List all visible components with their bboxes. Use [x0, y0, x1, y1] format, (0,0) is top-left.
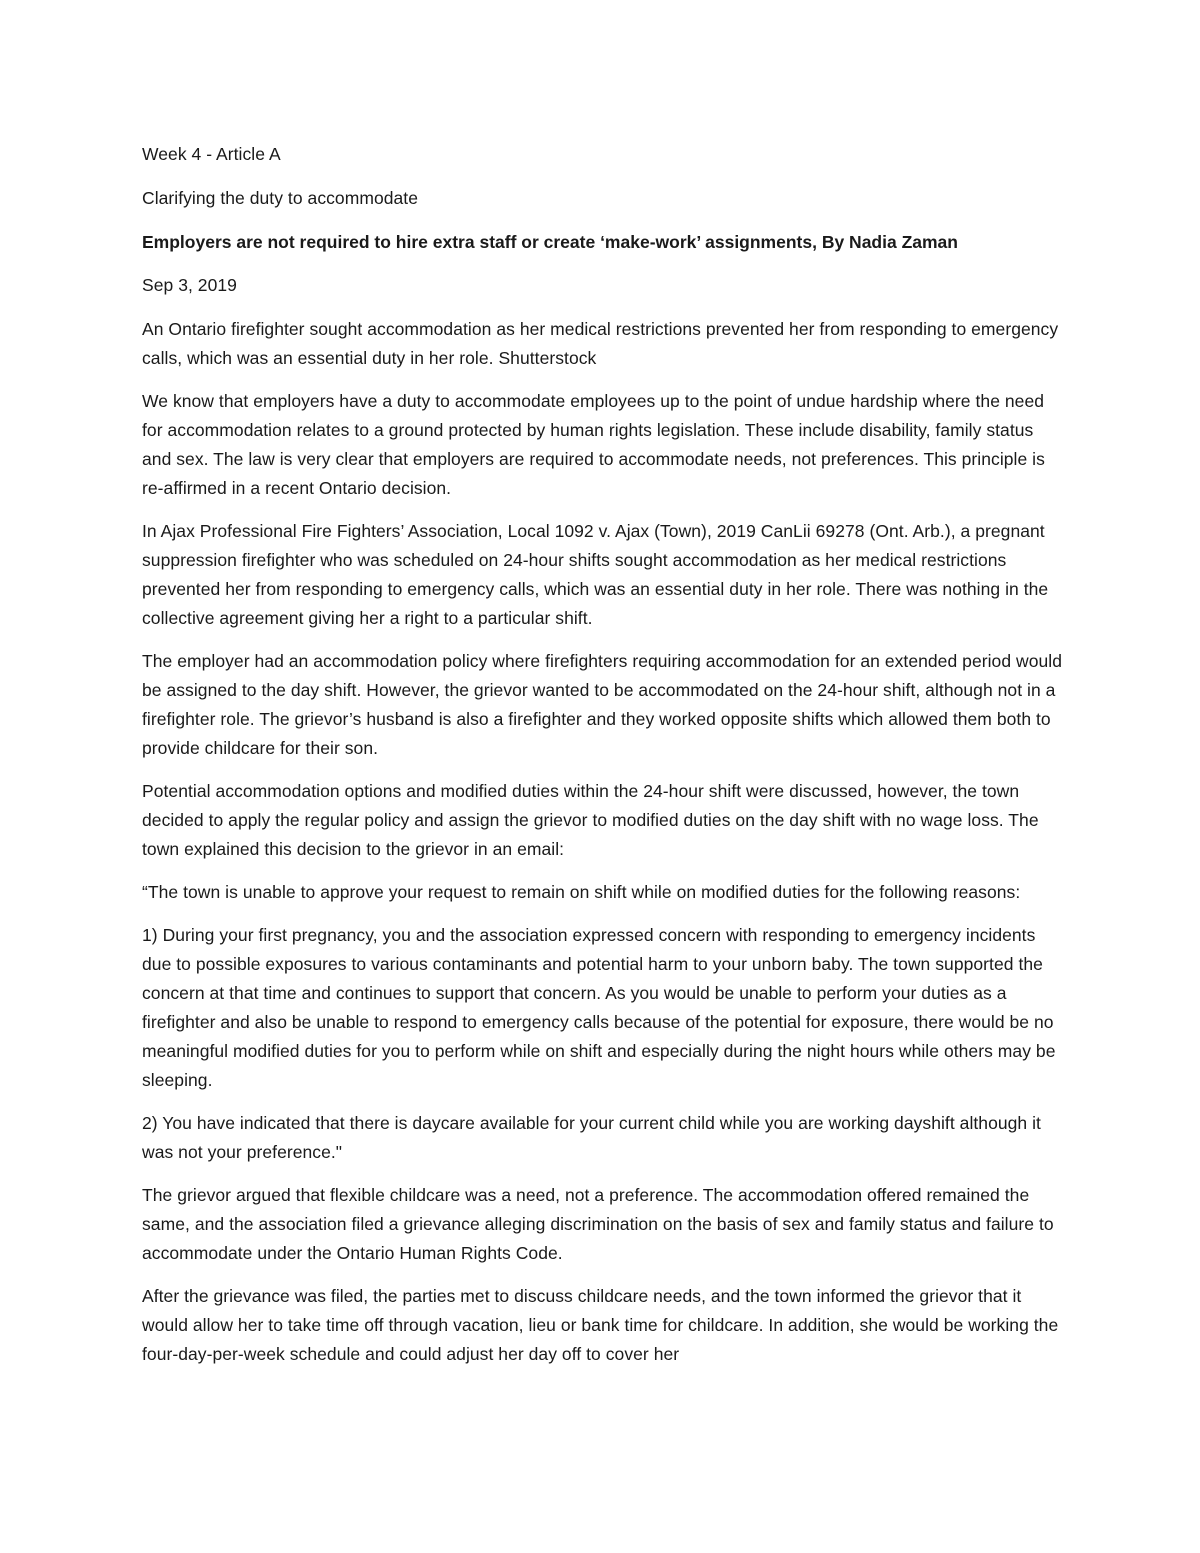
article-heading: Clarifying the duty to accommodate: [142, 188, 419, 208]
paragraph-photo-caption: An Ontario firefighter sought accommodation as her medical restrictions prevented her from responding to emergency calls, which was an essential duty in her role. Shutterstock: [142, 319, 1059, 368]
paragraph-case: In Ajax Professional Fire Fighters’ Association, Local 1092 v. Ajax (Town), 2019 CanLii 69278 (Ont. Arb.), a pregnant suppression firefighter who was scheduled on 24-hour shifts sought accommodation as her medical restrictions prevented her from responding to emergency calls, which was an essential duty in her role. There was nothing in the collective agreement giving her a right to a particular shift.: [142, 521, 1049, 628]
paragraph-policy: The employer had an accommodation policy where firefighters requiring accommodation for an extended period would be assigned to the day shift. However, the grievor wanted to be accommodated on the 24-hour shift, although not in a firefighter role. The grievor’s husband is also a firefighter and they worked opposite shifts which allowed them both to provide childcare for their son.: [142, 651, 1062, 758]
article-label: Week 4 - Article A: [142, 144, 281, 164]
paragraph-after-grievance: After the grievance was filed, the parties met to discuss childcare needs, and the town informed the grievor that it would allow her to take time off through vacation, lieu or bank time for childcare. In addition, she would be working the four-day-per-week schedule and could adjust her day off to cover her: [142, 1286, 1059, 1364]
paragraph-reason-1: 1) During your first pregnancy, you and the association expressed concern with responding to emergency incidents due to possible exposures to various contaminants and potential harm to your unborn baby. The town supported the concern at that time and continues to support that concern. As you would be unable to perform your duties as a firefighter and also be unable to respond to emergency calls because of the potential for exposure, there would be no meaningful modified duties for you to perform while on shift and especially during the night hours while others may be sleeping.: [142, 925, 1056, 1090]
paragraph-reason-2: 2) You have indicated that there is daycare available for your current child while you are working dayshift although it was not your preference.": [142, 1113, 1041, 1162]
paragraph-grievance: The grievor argued that flexible childcare was a need, not a preference. The accommodation offered remained the same, and the association filed a grievance alleging discrimination on the basis of sex and family status and failure to accommodate under the Ontario Human Rights Code.: [142, 1185, 1054, 1263]
paragraph-options: Potential accommodation options and modified duties within the 24-hour shift were discussed, however, the town decided to apply the regular policy and assign the grievor to modified duties on the day shift with no wage loss. The town explained this decision to the grievor in an email:: [142, 781, 1039, 859]
article-subtitle: Employers are not required to hire extra staff or create ‘make-work’ assignments, By Nadia Zaman: [142, 232, 958, 252]
document-body: [142, 140, 1064, 1383]
article-date: Sep 3, 2019: [142, 275, 237, 295]
paragraph-email-quote: “The town is unable to approve your request to remain on shift while on modified duties for the following reasons:: [142, 882, 1021, 902]
paragraph-intro: We know that employers have a duty to accommodate employees up to the point of undue hardship where the need for accommodation relates to a ground protected by human rights legislation. These include disability, family status and sex. The law is very clear that employers are required to accommodate needs, not preferences. This principle is re-affirmed in a recent Ontario decision.: [142, 391, 1045, 498]
